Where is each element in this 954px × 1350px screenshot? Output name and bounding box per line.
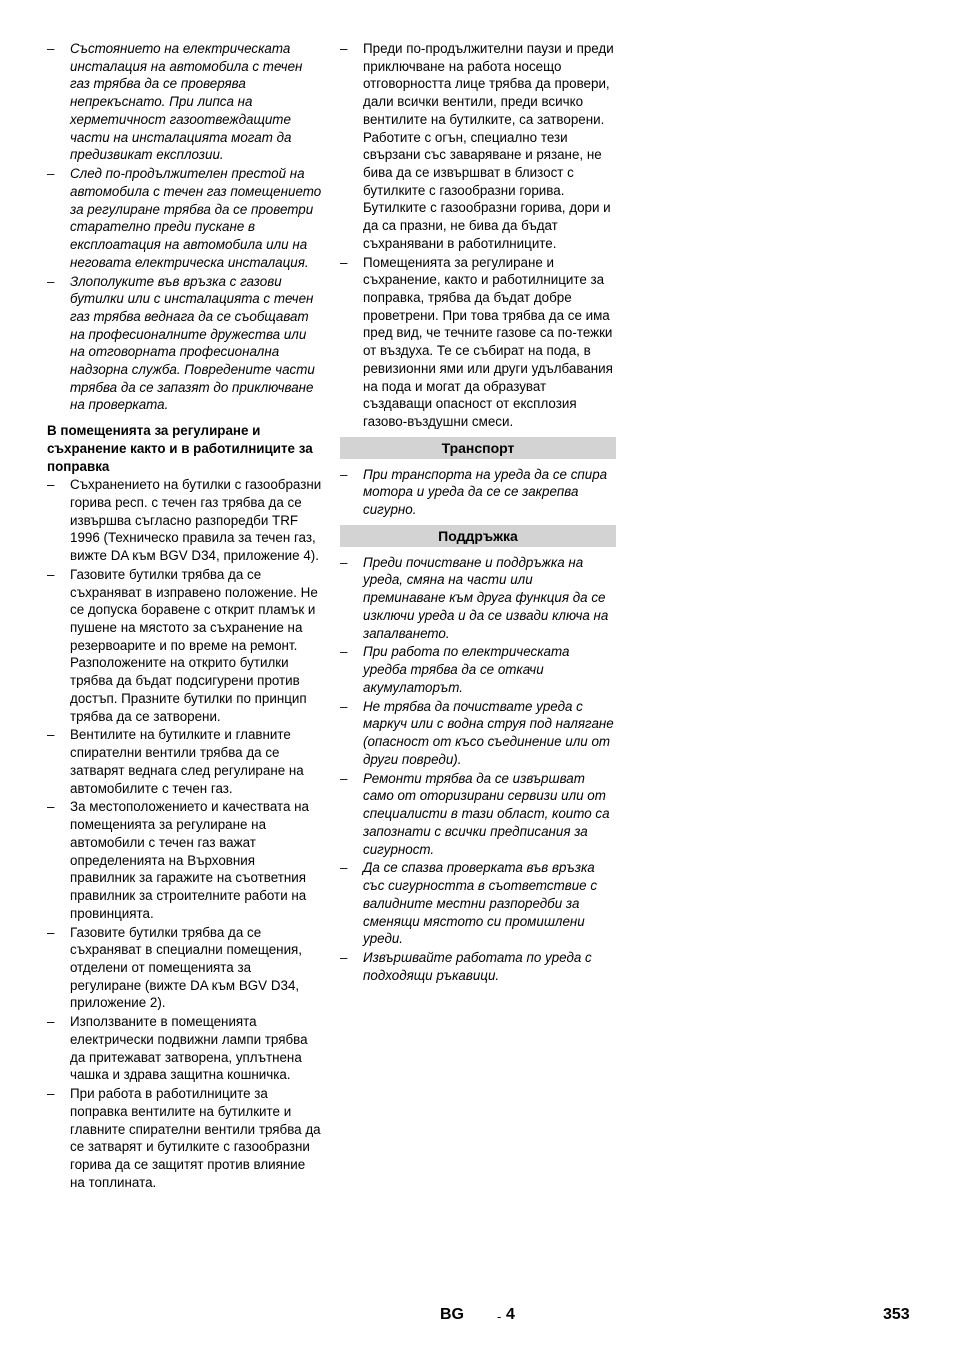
list-item: – Преди почистване и поддръжка на уреда, смяна на части или преминаване към друга функция да се изключи уреда и да се извади ключа на запалването.: [340, 554, 616, 643]
footer-language: BG: [440, 1306, 464, 1323]
list-item: – Помещенията за регулиране и съхранение, както и работилниците за поправка, трябва да бъдат добре проветрени. При това трябва да се има пред вид, че течните газове са по-тежки от въздуха. Те се събират на пода, в ревизионни ями или други удълбавания на пода и могат да образуват създаващи опасност от експлозия газово-въздушни смеси.: [340, 254, 616, 431]
list-item: – При работа по електрическата уредба трябва да се откачи акумулаторът.: [340, 643, 616, 696]
left-italic-list: [47, 40, 323, 414]
list-item: – Използваните в помещенията електрически подвижни лампи трябва да притежават затворена, уплътнена чашка и здрава защитна кошничка.: [47, 1013, 323, 1084]
list-item: – Вентилите на бутилките и главните спирателни вентили трябва да се затварят веднага след регулиране на автомобилите с течен газ.: [47, 726, 323, 797]
list-item: – Злополуките във връзка с газови бутилки или с инсталацията с течен газ трябва веднага да се съобщават на професионалните дружества или на отговорната професионална надзорна служба. Повредените части трябва да се запазят до приключване на проверката.: [47, 273, 323, 415]
maintenance-list: [340, 554, 616, 985]
list-item: – Ремонти трябва да се извършват само от оторизирани сервизи или от специалисти в тази област, които са запознати с всички предписания за сигурност.: [340, 770, 616, 859]
right-list: [340, 40, 616, 431]
transport-heading: Транспорт: [340, 437, 616, 459]
list-item: – Не трябва да почиствате уреда с маркуч или с водна струя под налягане (опасност от късо съединение или от други повреди).: [340, 698, 616, 769]
list-item: – При работа в работилниците за поправка вентилите на бутилките и главните спирателни вентили трябва да се затварят и бутилките с газообразни горива да се защитят против влияние на топлината.: [47, 1085, 323, 1191]
left-list: [47, 476, 323, 1191]
list-item: – Преди по-продължителни паузи и преди приключване на работа носещо отговорността лице трябва да провери, дали всички вентили, преди всичко вентилите на бутилките, са затворени. Работите с огън, специално тези свързани със заваряване и рязане, не бива да се извършват в близост с бутилките с газообразни горива. Бутилките с газообразни горива, дори и да са празни, не бива да бъдат съхранявани в работилниците.: [340, 40, 616, 252]
list-item: – Съхранението на бутилки с газообразни горива респ. с течен газ трябва да се извършва съгласно разпоредби TRF 1996 (Техническо правила за течен газ, вижте DA към BGV D34, приложение 4).: [47, 476, 323, 565]
list-item: – Състоянието на електрическата инсталация на автомобила с течен газ трябва да се проверява непрекъснато. При липса на херметичност газоотвеждащите части на инсталацията могат да предизвикат експлозии.: [47, 40, 323, 164]
list-item: – След по-продължителен престой на автомобила с течен газ помещението за регулиране трябва да се проветри старателно преди пускане в експлоатация на автомобила или на неговата електрическа инсталация.: [47, 165, 323, 271]
transport-list: [340, 466, 616, 519]
footer-separator: -: [497, 1309, 502, 1324]
left-column: [47, 40, 323, 1193]
list-item: – Да се спазва проверката във връзка със сигурността в съответствие с валидните местни разпоредби за сменящи мястото си промишлени уреди.: [340, 859, 616, 948]
list-item: – Извършвайте работата по уреда с подходящи ръкавици.: [340, 949, 616, 984]
maintenance-heading: Поддръжка: [340, 525, 616, 547]
list-item: – Газовите бутилки трябва да се съхраняват в специални помещения, отделени от помещенията за регулиране (вижте DA към BGV D34, приложение 2).: [47, 924, 323, 1013]
list-item: – При транспорта на уреда да се спира мотора и уреда да се се закрепва сигурно.: [340, 466, 616, 519]
list-item: – Газовите бутилки трябва да се съхраняват в изправено положение. Не се допуска боравене с открит пламък и пушене на мястото за съхранение на резервоарите и по време на ремонт. Разположените на открито бутилки трябва да бъдат подсигурени против достъп. Празните бутилки по принцип трябва да се затворени.: [47, 566, 323, 725]
right-column: [340, 40, 616, 986]
list-item: – За местоположението и качествата на помещенията за регулиране на автомобили с течен газ важат определенията на Върховния правилник за гаражите на съответния правилник за строителните работи на провинцията.: [47, 798, 323, 922]
footer-page-number: 353: [883, 1306, 910, 1323]
footer-section-number: 4: [506, 1306, 515, 1323]
storage-subheading: В помещенията за регулиране и съхранение както и в работилниците за поправка: [47, 423, 313, 474]
